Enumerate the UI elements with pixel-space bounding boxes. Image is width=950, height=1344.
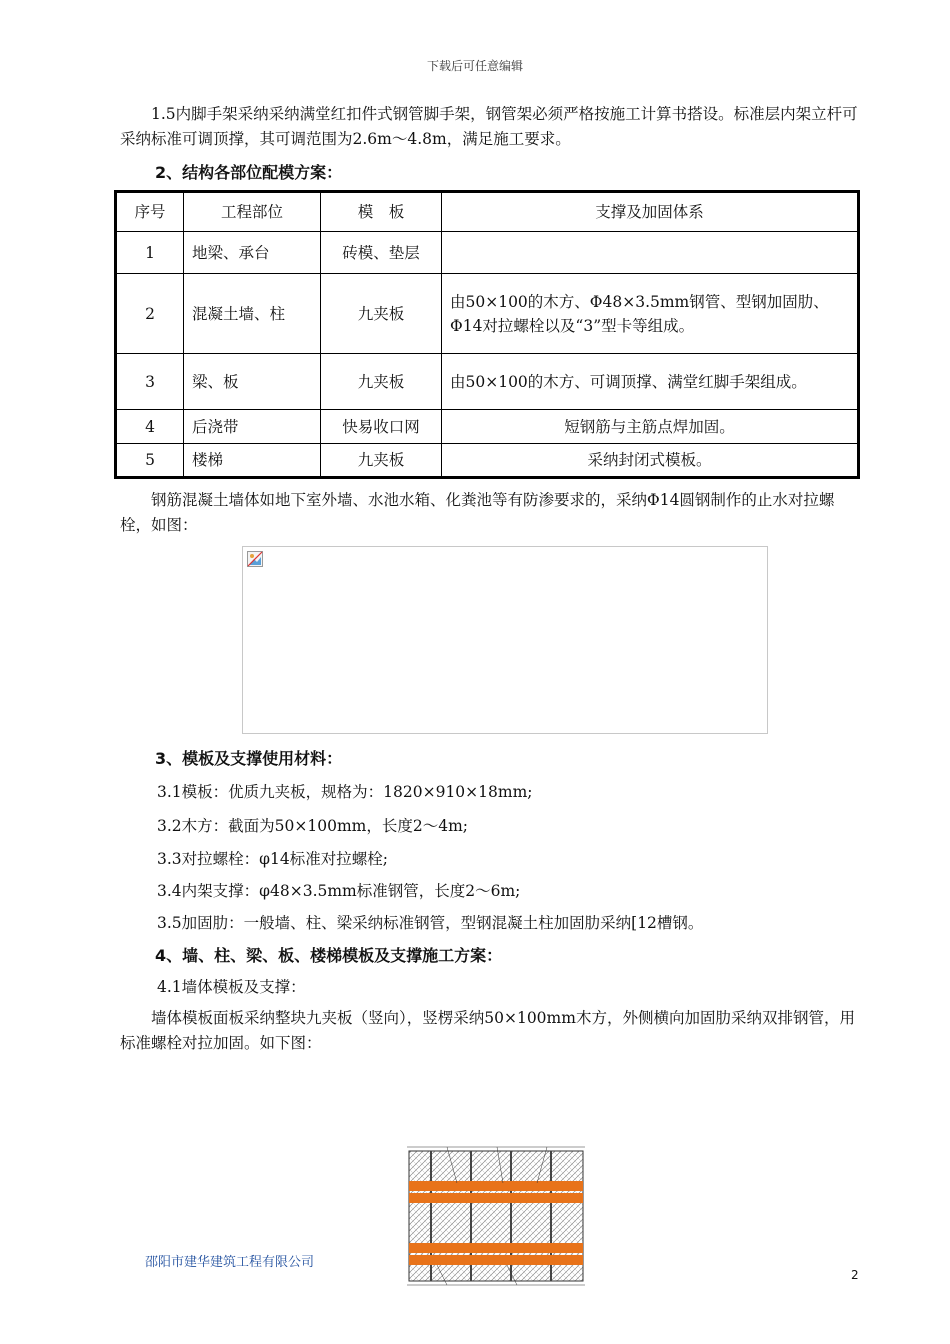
table-cell: 九夹板 <box>321 444 442 478</box>
page-number: 2 <box>851 1268 859 1282</box>
footer-company: 邵阳市建华建筑工程有限公司 <box>145 1255 315 1270</box>
table-row <box>116 410 859 444</box>
table-cell: 九夹板 <box>321 354 442 410</box>
table-row <box>116 232 859 274</box>
table-cell: 4 <box>116 410 184 444</box>
table-cell: 3 <box>116 354 184 410</box>
table-row <box>116 354 859 410</box>
table-cell: 2 <box>116 274 184 354</box>
table-cell: 砖模、垫层 <box>321 232 442 274</box>
broken-image-icon <box>247 551 263 567</box>
material-item: 3.3对拉螺栓：φ14标准对拉螺栓; <box>157 850 388 868</box>
table-cell: 九夹板 <box>321 274 442 354</box>
table-cell: 梁、板 <box>184 354 321 410</box>
table-header-cell: 工程部位 <box>184 192 321 232</box>
subheading-4-1: 4.1墙体模板及支撑： <box>157 978 306 996</box>
table-header-cell: 支撑及加固体系 <box>442 192 859 232</box>
page-header: 下载后可任意编辑 <box>426 59 523 73</box>
table-cell: 后浇带 <box>184 410 321 444</box>
table-cell: 5 <box>116 444 184 478</box>
paragraph-wall-formwork: 墙体模板面板采纳整块九夹板（竖向），竖楞采纳50×100mm木方，外侧横向加固肋采纳双排钢管，用标准螺栓对拉加固。如下图： <box>120 1009 855 1052</box>
table-header-cell: 模 板 <box>321 192 442 232</box>
table-cell: 1 <box>116 232 184 274</box>
missing-image-placeholder <box>242 546 768 734</box>
table-cell: 采纳封闭式模板。 <box>442 444 859 478</box>
table-row <box>116 444 859 478</box>
table-cell: 短钢筋与主筋点焊加固。 <box>442 410 859 444</box>
material-item: 3.2木方：截面为50×100mm，长度2～4m; <box>157 817 468 835</box>
table-cell: 快易收口网 <box>321 410 442 444</box>
heading-section-4: 4、墙、柱、梁、板、楼梯模板及支撑施工方案： <box>155 946 503 965</box>
formwork-table <box>114 190 860 479</box>
table-cell: 由50×100的木方、Φ48×3.5mm钢管、型钢加固肋、Φ14对拉螺栓以及“3”型卡等组成。 <box>442 274 859 354</box>
wall-formwork-diagram <box>407 1143 585 1288</box>
table-cell: 混凝土墙、柱 <box>184 274 321 354</box>
material-item: 3.1模板：优质九夹板，规格为：1820×910×18mm; <box>157 783 533 801</box>
table-cell: 由50×100的木方、可调顶撑、满堂红脚手架组成。 <box>442 354 859 410</box>
paragraph-1-5: 1.5内脚手架采纳采纳满堂红扣件式钢管脚手架，钢管架必须严格按施工计算书搭设。标准层内架立杆可采纳标准可调顶撑，其可调范围为2.6m～4.8m，满足施工要求。 <box>120 105 858 148</box>
table-header-row <box>116 192 859 232</box>
heading-section-2: 2、结构各部位配模方案： <box>155 163 343 182</box>
material-item: 3.5加固肋：一般墙、柱、梁采纳标准钢管，型钢混凝土柱加固肋采纳[12槽钢。 <box>157 914 704 932</box>
table-row <box>116 274 859 354</box>
heading-section-3: 3、模板及支撑使用材料： <box>155 749 343 768</box>
table-cell: 地梁、承台 <box>184 232 321 274</box>
table-header-cell: 序号 <box>116 192 184 232</box>
material-item: 3.4内架支撑：φ48×3.5mm标准钢管，长度2～6m; <box>157 882 521 900</box>
table-cell: 楼梯 <box>184 444 321 478</box>
table-cell <box>442 232 859 274</box>
paragraph-waterstop-bolt: 钢筋混凝土墙体如地下室外墙、水池水箱、化粪池等有防渗要求的，采纳Φ14圆钢制作的止水对拉螺栓，如图： <box>120 491 835 534</box>
